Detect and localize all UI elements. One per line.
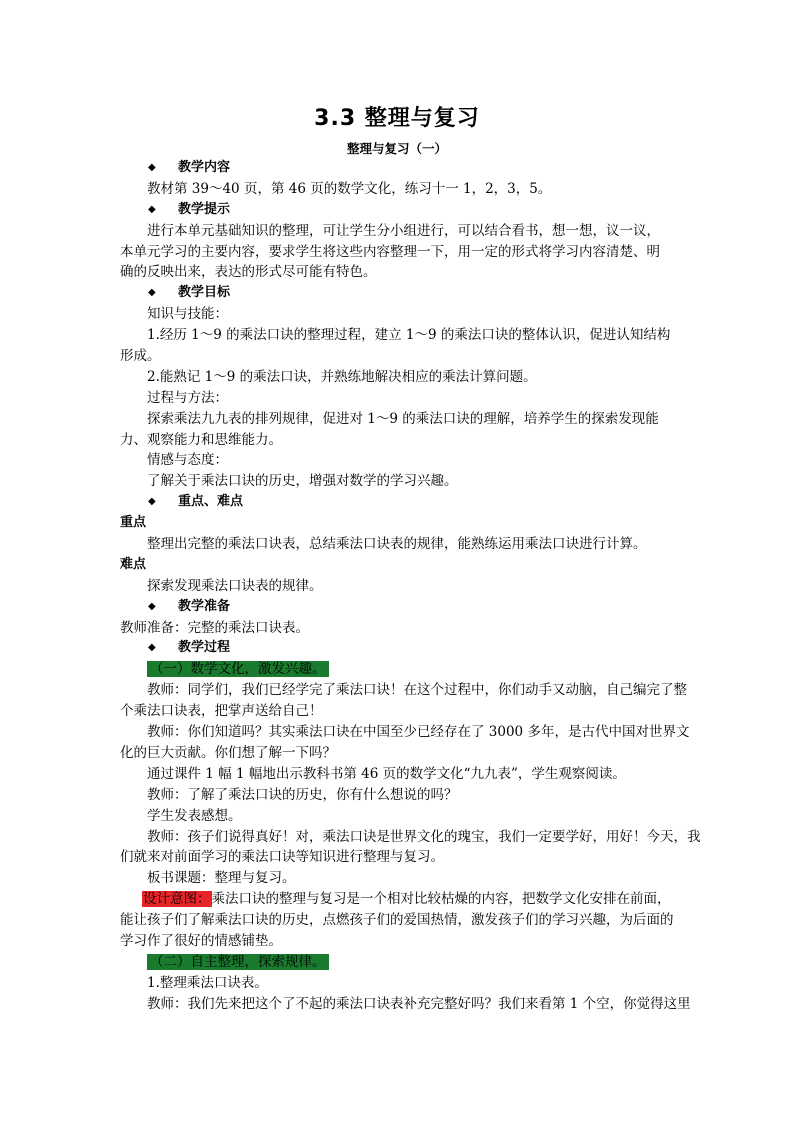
paragraph-line: 1.经历 1～9 的乘法口诀的整理过程，建立 1～9 的乘法口诀的整体认识，促进认知结构: [147, 327, 671, 344]
paragraph-line: 2.能熟记 1～9 的乘法口诀，并熟练地解决相应的乘法计算问题。: [147, 368, 537, 385]
section-heading: [120, 283, 680, 304]
green-highlight-text: （一）数学文化，激发兴趣。: [147, 661, 329, 677]
diamond-bullet-icon: ◆: [148, 162, 156, 173]
subheading: 重点: [120, 515, 147, 531]
paragraph-line: 过程与方法：: [147, 389, 228, 406]
diamond-bullet-icon: ◆: [148, 203, 156, 215]
design-intent-label: 设计意图：: [143, 891, 211, 908]
section-heading-text: 教学准备: [178, 598, 231, 614]
paragraph-line: 个乘法口诀表，把掌声送给自己！: [120, 703, 323, 720]
paragraph-line: 们就来对前面学习的乘法口诀等知识进行整理与复习。: [120, 849, 444, 866]
paragraph-line: 进行本单元基础知识的整理，可让学生分小组进行，可以结合看书，想一想，议一议，: [147, 222, 660, 239]
highlighted-step-heading: [120, 952, 680, 973]
section-heading: [120, 492, 680, 513]
paragraph-line: 教师：同学们，我们已经学完了乘法口诀！在这个过程中，你们动手又动脑，自己编完了整: [147, 682, 687, 699]
paragraph-line: 能让孩子们了解乘法口诀的历史，点燃孩子们的爱国热情，激发孩子们的学习兴趣，为后面的: [120, 912, 674, 929]
paragraph-line: 确的反映出来，表达的形式尽可能有特色。: [120, 264, 377, 281]
highlighted-step-heading: [120, 659, 680, 680]
paragraph-line: 探索乘法九九表的排列规律，促进对 1～9 的乘法口诀的理解，培养学生的探索发现能: [147, 410, 659, 427]
paragraph-line: 教师：你们知道吗？其实乘法口诀在中国至少已经存在了 3000 多年，是古代中国对世界文: [147, 724, 690, 741]
paragraph-line: 知识与技能：: [147, 306, 228, 323]
paragraph-line: 教师：我们先来把这个了不起的乘法口诀表补充完整好吗？我们来看第 1 个空，你觉得这里: [147, 995, 691, 1012]
section-heading: [120, 158, 680, 179]
subheading: 难点: [120, 556, 147, 572]
paragraph-line: 板书课题：整理与复习。: [147, 870, 296, 887]
paragraph-line: 本单元学习的主要内容，要求学生将这些内容整理一下，用一定的形式将学习内容清楚、明: [120, 243, 660, 260]
section-heading-text: 教学提示: [178, 201, 231, 217]
document-body: [120, 158, 701, 1015]
section-heading: [120, 597, 680, 618]
paragraph-line: 形成。: [120, 348, 161, 365]
paragraph-line: 教师：孩子们说得真好！对，乘法口诀是世界文化的瑰宝，我们一定要学好，用好！今天，我: [147, 828, 701, 845]
paragraph-line: 力、观察能力和思维能力。: [120, 431, 282, 448]
section-heading-text: 教学内容: [178, 160, 231, 175]
paragraph-line: 整理出完整的乘法口诀表，总结乘法口诀表的规律，能熟练运用乘法口诀进行计算。: [147, 536, 647, 553]
paragraph-line: 教材第 39～40 页，第 46 页的数学文化，练习十一 1，2，3，5。: [147, 180, 552, 197]
paragraph-line: 了解关于乘法口诀的历史，增强对数学的学习兴趣。: [147, 473, 458, 490]
section-heading: [120, 200, 680, 221]
diamond-bullet-icon: ◆: [148, 642, 156, 654]
diamond-bullet-icon: ◆: [148, 496, 156, 508]
paragraph-line: 学习作了很好的情感铺垫。: [120, 932, 282, 949]
diamond-bullet-icon: ◆: [148, 287, 156, 299]
diamond-bullet-icon: ◆: [148, 600, 156, 612]
section-heading-text: 教学过程: [178, 640, 231, 656]
paragraph-text: 乘法口诀的整理与复习是一个相对比较枯燥的内容，把数学文化安排在前面，: [211, 891, 671, 908]
section-subtitle: 整理与复习（一）: [346, 141, 447, 156]
paragraph-line: 教师准备：完整的乘法口诀表。: [120, 619, 309, 636]
section-heading-text: 教学目标: [178, 285, 231, 301]
paragraph-line: 教师：了解了乘法口诀的历史，你有什么想说的吗？: [147, 786, 458, 803]
section-heading-text: 重点、难点: [178, 494, 244, 510]
paragraph-line: 情感与态度：: [147, 452, 228, 469]
section-heading: [120, 638, 680, 659]
design-intent-line: [120, 889, 680, 910]
page-title: 3.3 整理与复习: [314, 106, 480, 131]
paragraph-line: 通过课件 1 幅 1 幅地出示教科书第 46 页的数学文化“九九表”，学生观察阅读。: [147, 765, 626, 782]
paragraph-line: 探索发现乘法口诀表的规律。: [147, 577, 323, 594]
paragraph-line: 学生发表感想。: [147, 807, 242, 824]
paragraph-line: 化的巨大贡献。你们想了解一下吗？: [120, 744, 336, 761]
green-highlight-text: （二）自主整理，探索规律。: [147, 954, 329, 970]
paragraph-line: 1.整理乘法口诀表。: [147, 974, 268, 991]
